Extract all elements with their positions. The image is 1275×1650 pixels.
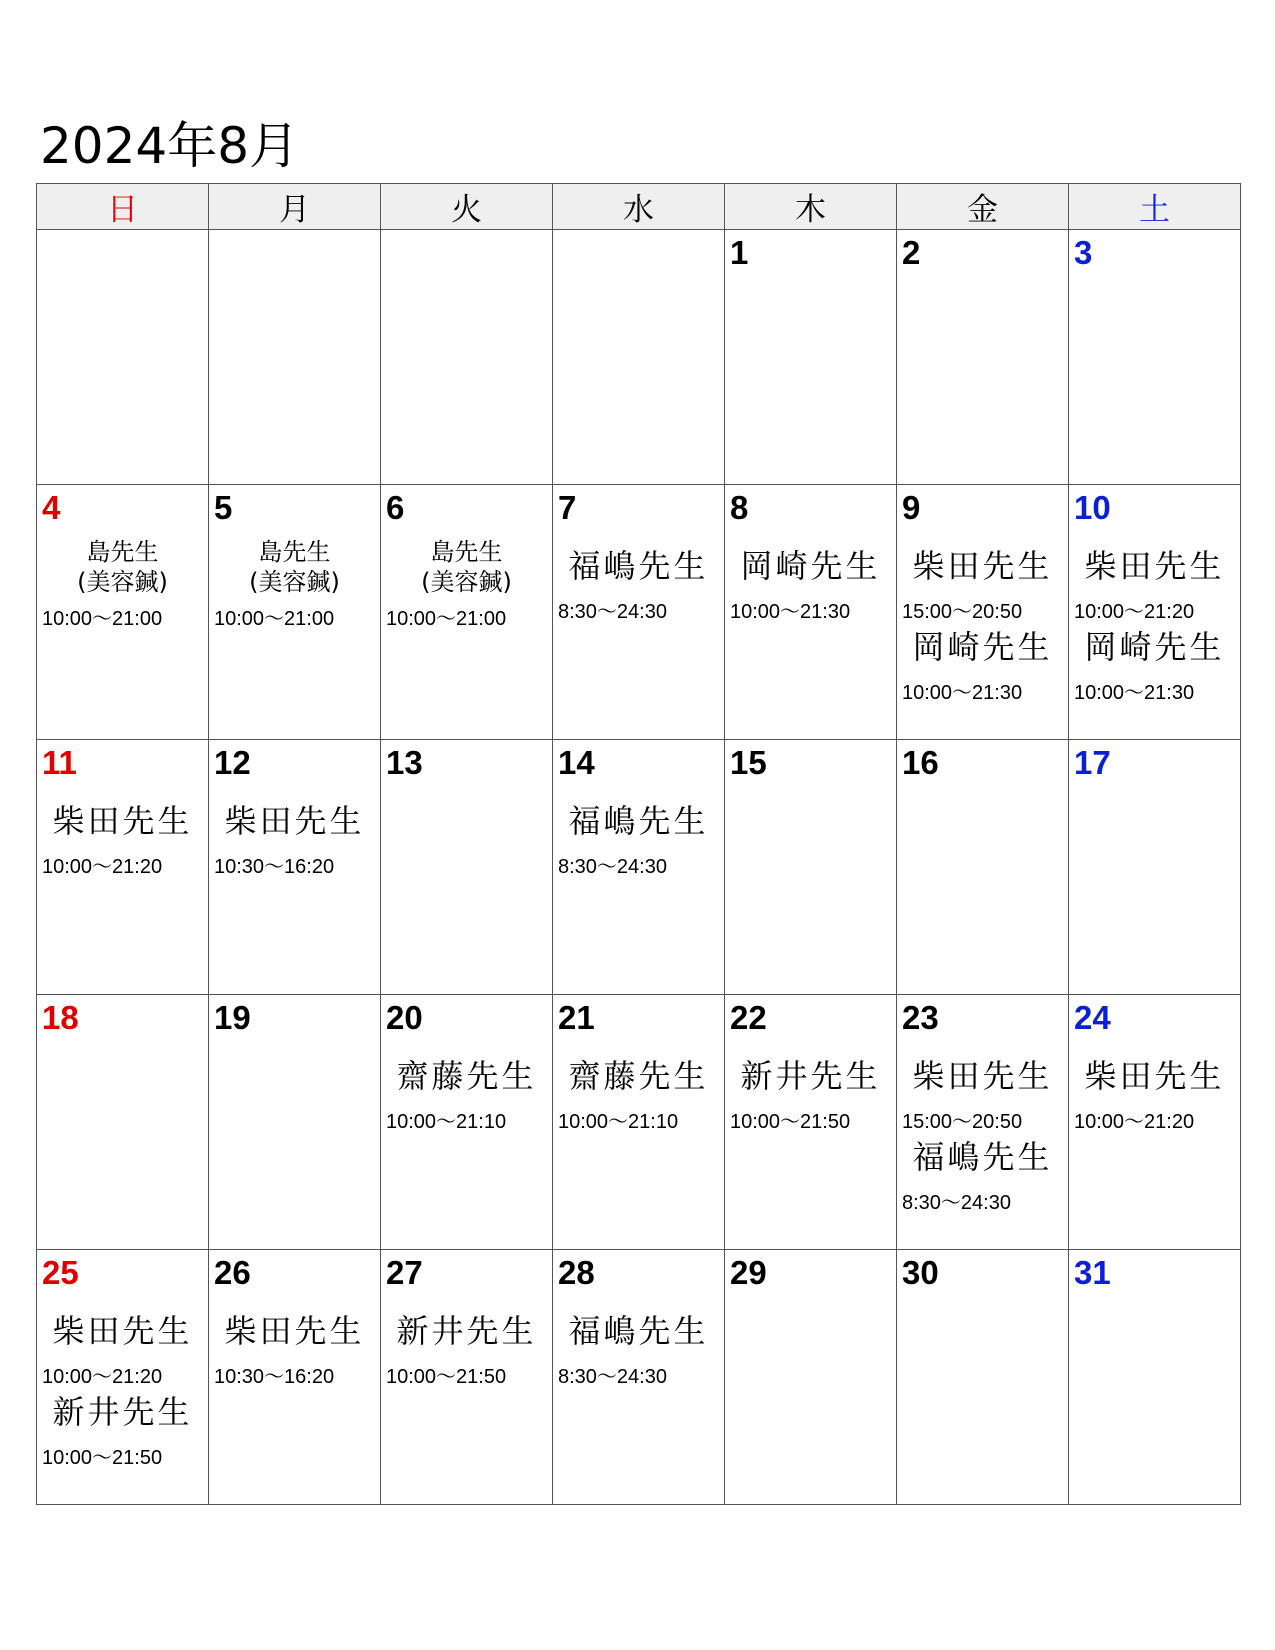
day-number: 8 (730, 489, 749, 526)
day-number: 28 (558, 1254, 595, 1291)
shift-time: 8:30〜24:30 (558, 856, 667, 878)
staff-name: 福嶋先生 (568, 802, 709, 840)
day-cell (37, 230, 209, 485)
week-row (37, 485, 1241, 740)
day-number: 29 (730, 1254, 767, 1291)
staff-name: 福嶋先生 (912, 1138, 1053, 1176)
schedule-entry (725, 547, 896, 624)
staff-name: 柴田先生 (912, 547, 1053, 585)
staff-name: 岡崎先生 (1084, 628, 1225, 666)
day-cell (37, 995, 209, 1250)
schedule-entry (37, 1393, 208, 1470)
staff-name: 柴田先生 (52, 802, 193, 840)
shift-time: 10:00〜21:00 (386, 608, 507, 630)
shift-time: 10:00〜21:30 (730, 601, 851, 623)
day-cell (381, 995, 553, 1250)
schedule-entry (37, 1312, 208, 1389)
day-number: 14 (558, 744, 595, 781)
service-note: (美容鍼) (77, 568, 168, 596)
day-cell (1069, 1250, 1241, 1505)
staff-name: 柴田先生 (224, 802, 365, 840)
shift-time: 10:00〜21:30 (902, 682, 1023, 704)
day-number: 9 (902, 489, 921, 526)
day-number: 15 (730, 744, 767, 781)
day-cell (897, 485, 1069, 740)
service-note: (美容鍼) (249, 568, 340, 596)
shift-time: 10:00〜21:20 (42, 856, 163, 878)
day-number: 11 (42, 744, 77, 781)
shift-time: 10:00〜21:50 (386, 1366, 507, 1388)
day-number: 16 (902, 744, 939, 781)
day-number: 7 (558, 489, 577, 526)
shift-time: 15:00〜20:50 (902, 601, 1023, 623)
schedule-entry (1069, 1057, 1240, 1134)
shift-time: 8:30〜24:30 (558, 1366, 667, 1388)
day-cell (37, 1250, 209, 1505)
shift-time: 10:00〜21:30 (1074, 682, 1195, 704)
shift-time: 10:00〜21:00 (42, 608, 163, 630)
week-row (37, 740, 1241, 995)
staff-name: 新井先生 (396, 1312, 537, 1350)
day-cell (553, 485, 725, 740)
calendar-grid (36, 183, 1241, 1505)
schedule-entry (553, 802, 724, 879)
staff-name: 柴田先生 (1084, 547, 1225, 585)
schedule-entry (37, 537, 208, 631)
schedule-entry (897, 628, 1068, 705)
day-cell (209, 740, 381, 995)
shift-time: 10:00〜21:10 (558, 1111, 679, 1133)
weekday-header-mon: 月 (209, 184, 381, 230)
day-number: 4 (42, 489, 61, 526)
day-cell (381, 230, 553, 485)
staff-name: 新井先生 (52, 1393, 193, 1431)
day-cell (725, 1250, 897, 1505)
day-cell (553, 995, 725, 1250)
staff-name: 柴田先生 (224, 1312, 365, 1350)
weekday-header-wed: 水 (553, 184, 725, 230)
day-cell (897, 995, 1069, 1250)
weekday-header-fri: 金 (897, 184, 1069, 230)
schedule-entry (897, 1138, 1068, 1215)
shift-time: 10:00〜21:20 (42, 1366, 163, 1388)
schedule-entry (897, 547, 1068, 624)
staff-name: 島先生 (430, 538, 503, 566)
day-number: 20 (386, 999, 423, 1036)
day-number: 30 (902, 1254, 939, 1291)
staff-name: 岡崎先生 (740, 547, 881, 585)
staff-name: 福嶋先生 (568, 547, 709, 585)
day-cell (553, 230, 725, 485)
day-number: 1 (730, 234, 749, 271)
shift-time: 10:00〜21:10 (386, 1111, 507, 1133)
shift-time: 10:30〜16:20 (214, 856, 335, 878)
weekday-header-tue: 火 (381, 184, 553, 230)
day-cell (381, 740, 553, 995)
staff-name: 福嶋先生 (568, 1312, 709, 1350)
day-cell (725, 230, 897, 485)
day-cell (725, 995, 897, 1250)
day-number: 18 (42, 999, 79, 1036)
day-number: 22 (730, 999, 767, 1036)
schedule-entry (725, 1057, 896, 1134)
schedule-entry (381, 1057, 552, 1134)
day-cell (37, 485, 209, 740)
schedule-entry (1069, 628, 1240, 705)
day-number: 26 (214, 1254, 251, 1291)
weekday-header-sun: 日 (37, 184, 209, 230)
week-row (37, 230, 1241, 485)
day-number: 31 (1074, 1254, 1111, 1291)
staff-name: 柴田先生 (912, 1057, 1053, 1095)
day-number: 21 (558, 999, 595, 1036)
day-number: 17 (1074, 744, 1111, 781)
day-number: 13 (386, 744, 423, 781)
day-cell (209, 485, 381, 740)
day-number: 25 (42, 1254, 79, 1291)
schedule-entry (553, 547, 724, 624)
schedule-entry (1069, 547, 1240, 624)
staff-name: 柴田先生 (1084, 1057, 1225, 1095)
staff-name: 島先生 (258, 538, 331, 566)
day-number: 12 (214, 744, 251, 781)
shift-time: 10:00〜21:00 (214, 608, 335, 630)
day-cell (897, 740, 1069, 995)
schedule-entry (897, 1057, 1068, 1134)
calendar-body (37, 230, 1241, 1505)
staff-name: 齋藤先生 (396, 1057, 537, 1095)
day-cell (1069, 740, 1241, 995)
week-row (37, 995, 1241, 1250)
day-cell (725, 740, 897, 995)
schedule-entry (209, 802, 380, 879)
day-cell (1069, 230, 1241, 485)
schedule-entry (381, 537, 552, 631)
day-number: 19 (214, 999, 251, 1036)
day-cell (553, 1250, 725, 1505)
shift-time: 8:30〜24:30 (558, 601, 667, 623)
day-number: 2 (902, 234, 921, 271)
staff-name: 齋藤先生 (568, 1057, 709, 1095)
day-number (553, 230, 724, 272)
weekday-header-sat: 土 (1069, 184, 1241, 230)
day-cell (1069, 485, 1241, 740)
shift-time: 10:30〜16:20 (214, 1366, 335, 1388)
day-number: 10 (1074, 489, 1111, 526)
staff-name: 柴田先生 (52, 1312, 193, 1350)
day-cell (553, 740, 725, 995)
schedule-entry (381, 1312, 552, 1389)
day-number (381, 230, 552, 272)
day-number: 24 (1074, 999, 1111, 1036)
weekday-header-thu: 木 (725, 184, 897, 230)
staff-name: 島先生 (86, 538, 159, 566)
day-cell (1069, 995, 1241, 1250)
shift-time: 10:00〜21:50 (42, 1447, 163, 1469)
shift-time: 10:00〜21:20 (1074, 1111, 1195, 1133)
day-cell (381, 485, 553, 740)
service-note: (美容鍼) (421, 568, 512, 596)
staff-name: 新井先生 (740, 1057, 881, 1095)
shift-time: 8:30〜24:30 (902, 1192, 1011, 1214)
day-cell (897, 230, 1069, 485)
day-number: 3 (1074, 234, 1093, 271)
day-cell (381, 1250, 553, 1505)
shift-time: 15:00〜20:50 (902, 1111, 1023, 1133)
day-number: 6 (386, 489, 405, 526)
schedule-entry (553, 1057, 724, 1134)
day-number (209, 230, 380, 272)
calendar-title: 2024年8月 (40, 117, 300, 175)
day-cell (209, 230, 381, 485)
day-number: 27 (386, 1254, 423, 1291)
shift-time: 10:00〜21:20 (1074, 601, 1195, 623)
week-row (37, 1250, 1241, 1505)
shift-time: 10:00〜21:50 (730, 1111, 851, 1133)
schedule-entry (553, 1312, 724, 1389)
day-cell (897, 1250, 1069, 1505)
day-number: 5 (214, 489, 233, 526)
schedule-entry (37, 802, 208, 879)
day-number: 23 (902, 999, 939, 1036)
day-cell (209, 995, 381, 1250)
day-number (37, 230, 208, 272)
staff-name: 岡崎先生 (912, 628, 1053, 666)
day-cell (37, 740, 209, 995)
schedule-entry (209, 537, 380, 631)
schedule-entry (209, 1312, 380, 1389)
day-cell (725, 485, 897, 740)
weekday-header-row (37, 184, 1241, 230)
day-cell (209, 1250, 381, 1505)
